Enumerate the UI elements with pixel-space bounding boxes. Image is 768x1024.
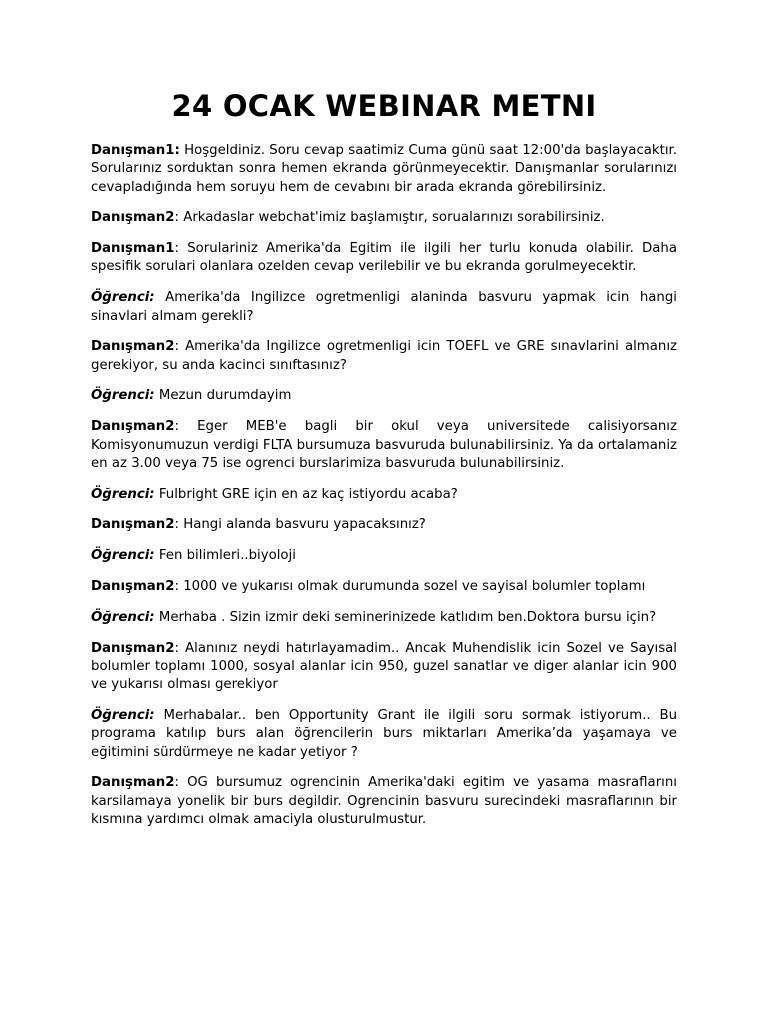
transcript-turn xyxy=(91,387,677,405)
separator: : xyxy=(174,775,188,791)
speaker-label: Öğrenci: xyxy=(91,609,155,625)
transcript-turn xyxy=(91,486,677,504)
transcript-turn xyxy=(91,547,677,565)
message-text: Hangi alanda basvuru yapacaksınız? xyxy=(183,517,426,533)
message-text: Merhabalar.. ben Opportunity Grant ile ilgili soru sormak istiyorum.. Bu programa katılıp burs alan öğrencilerin burs miktarları Amerika’da yaşamaya ve eğitimini sürdürmeye ne kadar yetiyor ? xyxy=(91,708,677,760)
speaker-label: Öğrenci: xyxy=(91,486,155,502)
message-text: OG bursumuz ogrencinin Amerika'daki egitim ve yasama masraflarını karsilamaya yonelik bir burs degildir. Ogrencinin basvuru surecindeki masraflarının bir kısmına yardımcı olmak amaciyla olusturulmustur. xyxy=(91,775,677,828)
message-text: Amerika'da Ingilizce ogretmenligi alaninda basvuru yapmak icin hangi sinavlari almam gerekli? xyxy=(91,290,677,324)
message-text: Hoşgeldiniz. Soru cevap saatimiz Cuma günü saat 12:00'da başlayacaktır. Sorularınız sorduktan sonra hemen ekranda görünmeyecektir. Danışmanlar sorularınızı cevapladığında hem soruyu hem de cevabını bir arada ekranda görebilirsiniz. xyxy=(91,143,677,195)
speaker-label: Öğrenci: xyxy=(91,548,155,564)
speaker-label: Danışman1 xyxy=(91,241,175,257)
speaker-label: Öğrenci: xyxy=(91,290,155,306)
transcript-turn xyxy=(91,418,677,473)
message-text: Eger MEB'e bagli bir okul veya universitede calisiyorsanız Komisyonumuzun verdigi FLTA bursumuza basvuruda bulunabilirsiniz. Ya da ortalamaniz en az 3.00 veya 75 ise ogrenci burslarimiza basvuruda bulunabilirsiniz. xyxy=(91,419,677,471)
transcript-turn xyxy=(91,289,677,326)
speaker-label: Danışman2 xyxy=(91,579,175,595)
transcript-turn xyxy=(91,209,677,227)
message-text: 1000 ve yukarısı olmak durumunda sozel ve sayisal bolumler toplamı xyxy=(183,579,646,595)
separator: : xyxy=(174,579,184,595)
message-text: Fen bilimleri..biyoloji xyxy=(158,548,296,564)
transcript-turn xyxy=(91,142,677,197)
message-text: Fulbright GRE için en az kaç istiyordu acaba? xyxy=(158,486,458,502)
document-title: 24 OCAK WEBINAR METNI xyxy=(171,89,597,123)
message-text: Mezun durumdayim xyxy=(158,388,292,404)
message-text: Alanınız neydi hatırlayamadim.. Ancak Muhendislik icin Sozel ve Sayısal bolumler toplamı 1000, sosyal alanlar icin 950, guzel sanatlar ve diger alanlar icin 900 ve yukarısı olması gerekiyor xyxy=(91,640,677,693)
separator: : xyxy=(174,241,188,257)
message-text: Merhaba . Sizin izmir deki seminerinizede katlıdım ben.Doktora bursu için? xyxy=(158,609,657,625)
transcript-turn xyxy=(91,640,677,695)
transcript-turn xyxy=(91,609,677,627)
transcript-turn xyxy=(91,707,677,762)
separator: : xyxy=(174,419,198,435)
transcript-turn xyxy=(91,578,677,596)
separator: : xyxy=(174,339,186,355)
speaker-label: Danışman2 xyxy=(91,419,175,435)
speaker-label: Danışman2 xyxy=(91,517,175,533)
separator: : xyxy=(174,210,184,226)
separator: : xyxy=(174,517,184,533)
speaker-label: Danışman2 xyxy=(91,640,175,656)
separator: : xyxy=(174,640,186,656)
transcript-turn xyxy=(91,774,677,829)
speaker-label: Danışman2 xyxy=(91,339,175,355)
speaker-label: Öğrenci: xyxy=(91,708,155,724)
transcript-turn xyxy=(91,338,677,375)
speaker-label: Öğrenci: xyxy=(91,388,155,404)
message-text: Sorulariniz Amerika'da Egitim ile ilgili her turlu konuda olabilir. Daha spesifik sorulari olanlara ozelden cevap verilebilir ve bu ekranda gorulmeyecektir. xyxy=(91,241,677,275)
speaker-label: Danışman1: xyxy=(91,143,180,158)
message-text: Amerika'da Ingilizce ogretmenligi icin TOEFL ve GRE sınavlarini almanız gerekiyor, su anda kacinci sınıftasınız? xyxy=(91,339,677,373)
separator xyxy=(155,290,166,305)
transcript xyxy=(91,142,677,829)
transcript-turn xyxy=(91,516,677,534)
speaker-label: Danışman2 xyxy=(91,775,175,791)
speaker-label: Danışman2 xyxy=(91,210,175,226)
message-text: Arkadaslar webchat'imiz başlamıştır, sorualarınızı sorabilirsiniz. xyxy=(183,210,605,226)
transcript-turn xyxy=(91,240,677,277)
